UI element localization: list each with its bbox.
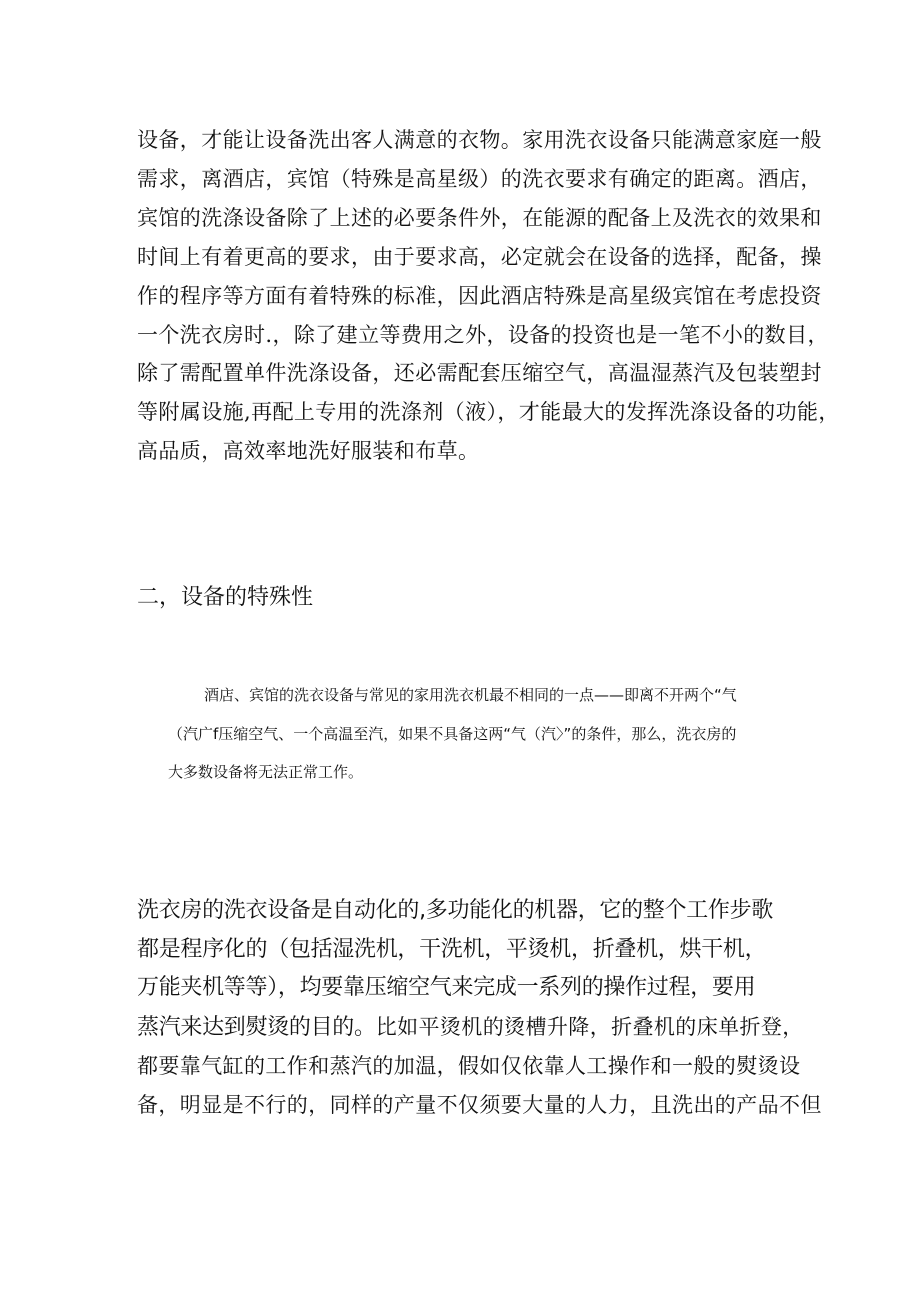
mixed-text-line <box>137 1008 804 1048</box>
text-line: 洗衣房的洗衣设备是自动化的,多功能化的机器，它的整个工作步歌 <box>137 898 773 923</box>
text-line: （汽广f压缩空气、一个高温至汽，如果不具备这两“气（汽〉”的条件，那么，洗衣房的 <box>168 724 737 743</box>
text-line: 一个洗衣房时.，除了建立等费用之外，设备的投资也是一笔不小的数目， <box>137 322 829 347</box>
text-segment-serif: 比如平烫机的烫槽升降，折叠机的床单折登， <box>375 1014 804 1039</box>
text-line: 高品质，高效率地洗好服装和布草。 <box>137 439 480 464</box>
text-line: 作的程序等方面有着特殊的标准，因此酒店特殊是高星级宾馆在考虑投资 <box>137 283 822 308</box>
text-line: 万能夹机等等），均要靠压缩空气来完成一系列的操作过程，要用 <box>137 975 756 1001</box>
text-line: 除了需配置单件洗涤设备，还必需配套压缩空气，高温湿蒸汽及包装塑封 <box>137 361 822 386</box>
text-line: 时间上有着更高的要求，由于要求高，必定就会在设备的选择，配备，操 <box>137 244 822 269</box>
text-line: 都是程序化的（包括湿洗机，干洗机，平烫机，折叠机，烘干机， <box>137 936 767 962</box>
text-segment-sans: 蒸汽来达到熨烫的目的。 <box>137 1014 376 1040</box>
text-line: 大多数设备将无法正常工作。 <box>168 763 364 781</box>
paragraph-two-gases <box>168 676 788 792</box>
text-line: 需求，离酒店，宾馆（特殊是高星级）的洗衣要求有确定的距离。酒店， <box>137 166 822 191</box>
text-line: 备，明显是不行的，同样的产量不仅须要大量的人力，且洗出的产品不但 <box>137 1092 822 1117</box>
text-line: 酒店、宾馆的洗衣设备与常见的家用洗衣机最不相同的一点——即离不开两个“气 <box>204 686 737 704</box>
paragraph-laundry-requirements <box>137 121 840 471</box>
section-heading: 二，设备的特殊性 <box>137 585 314 610</box>
text-line: 都要靠气缸的工作和蒸汽的加温，假如仅依靠人工操作和一般的熨烫设 <box>137 1054 801 1079</box>
text-line: 等附属设施,再配上专用的洗涤剂（液），才能最大的发挥洗涤设备的功能， <box>137 400 840 425</box>
paragraph-automation <box>137 892 822 1125</box>
text-line: 宾馆的洗涤设备除了上述的必要条件外，在能源的配备上及洗衣的效果和 <box>137 205 822 230</box>
text-line: 设备，才能让设备洗出客人满意的衣物。家用洗衣设备只能满意家庭一般 <box>137 128 822 152</box>
